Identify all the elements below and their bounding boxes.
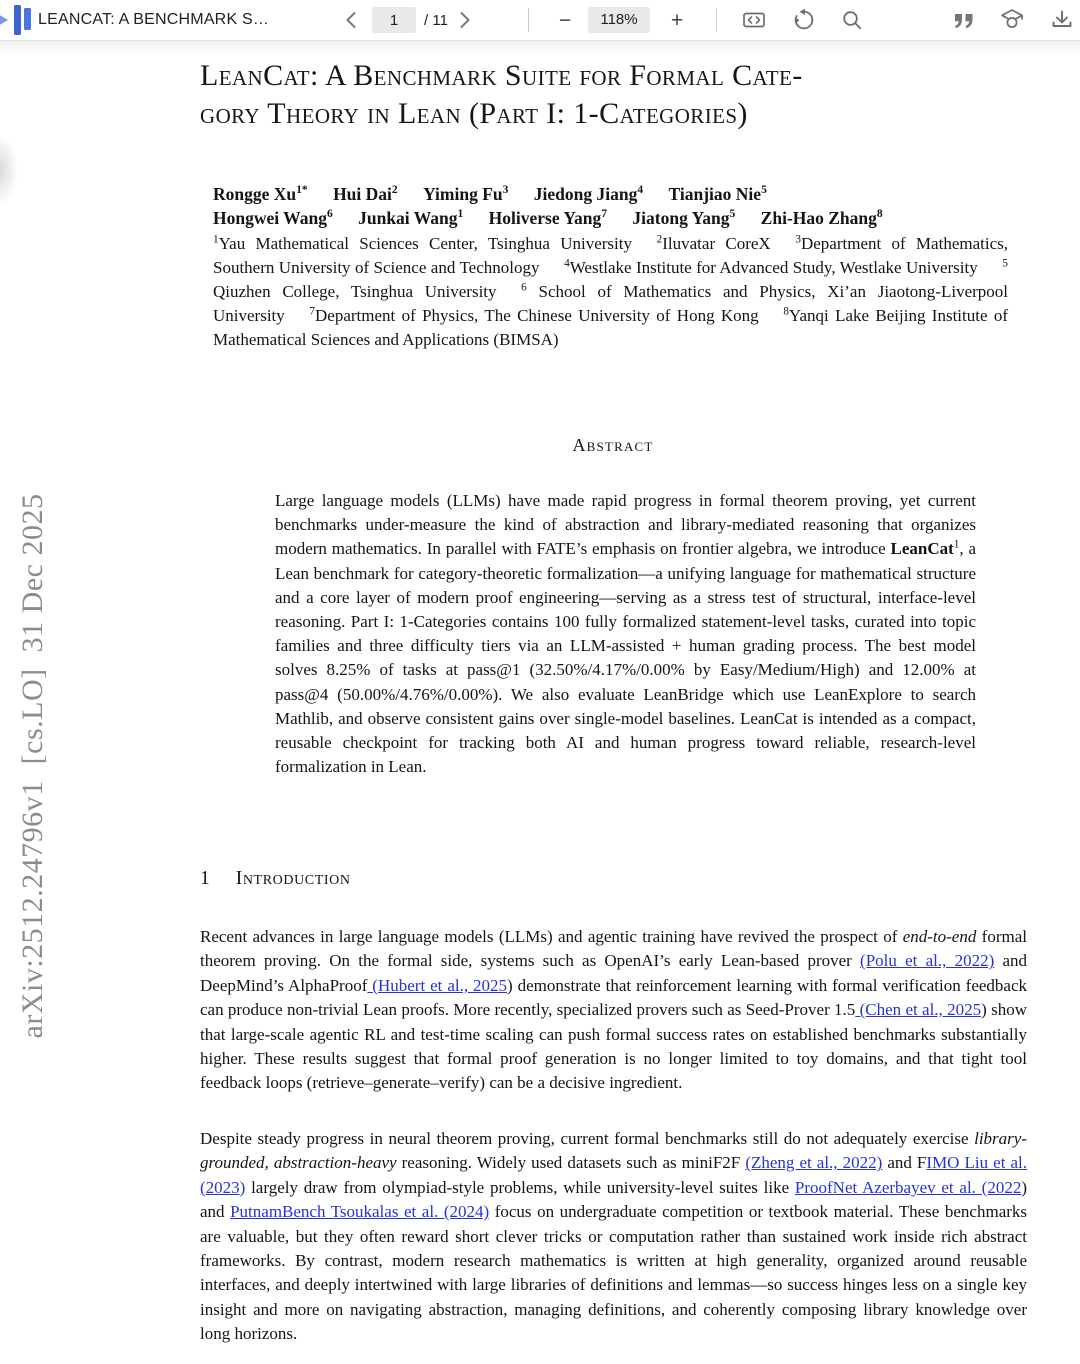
text-segment: 5 [761,184,767,197]
text-segment: 4 [564,257,570,270]
text-segment: largely draw from olympiad-style problems, while university-level suites like [245,1177,795,1197]
app-logo-icon [0,0,32,40]
text-segment: library-grounded, abstraction-heavy [200,1129,1027,1173]
text-segment: focus on undergraduate competition or textbook material. These benchmarks are valuable, but they often reward short clever tricks or computation rather than sustained work inside rich abstract frameworks. By contrast, modern research mathematics is written at high generality, organized around reusable interfaces, and deeply intertwined with large libraries of definitions and lemmas—so success hinges less on a single key insight and more on navigating abstraction, managing definitions, and coherently composing library knowledge over long horizons. [200,1202,1028,1344]
section-title: Introduction [235,868,351,889]
text-segment: 3 [795,233,801,246]
text-segment: Yau Mathematical Sciences Center, Tsinghua University [218,234,632,253]
text-segment: Despite steady progress in neural theorem proving, current formal benchmarks still do not adequately exercise [200,1129,975,1148]
zoom-out-button[interactable]: − [551,0,579,40]
text-segment: Yiming Fu [423,184,503,204]
toolbar [0,0,1080,41]
rotate-counterclockwise-icon [792,8,816,32]
text-segment: ) show that large-scale agentic RL and test-time scaling can push formal success rates on established benchmarks substantially higher. These results suggest that formal proof generation is no longer limited to toy domains, and that tight tool feedback loops (retrieve–generate–verify) can be a decisive ingredient. [200,1000,1027,1093]
graduation-cap-icon [999,7,1025,33]
text-segment: 6 [521,281,527,294]
text-segment: formal theorem proving. On the formal side, systems such as OpenAI’s early Lean-based prover [200,927,1027,971]
text-segment: 2 [391,184,398,197]
logo-bar [14,5,21,35]
citation-link[interactable]: (Hubert et al., 2025 [367,975,508,995]
fit-to-width-button[interactable] [740,0,768,40]
text-segment: Iluvatar CoreX [662,234,771,253]
left-edge-shadow [0,122,36,218]
text-segment: Holiverse Yang [488,208,602,228]
text-segment: 7 [601,208,608,221]
fit-to-width-icon [741,8,767,32]
text-segment: Recent advances in large language models (LLMs) and agentic training have revived the prospect of [200,927,903,946]
text-segment: Westlake Institute for Advanced Study, Westlake University [569,258,978,277]
document-title: LEANCAT: A BENCHMARK S… [38,11,270,28]
text-segment: 8 [876,208,883,221]
text-segment: ) and [200,1177,1027,1222]
intro-paragraph-2 [200,1127,1027,1347]
text-segment: 2 [656,233,663,246]
text-segment: 5 [729,208,736,221]
text-segment: 3 [502,184,509,197]
citation-link[interactable]: (Chen et al., 2025 [855,1000,982,1020]
zoom-in-button[interactable]: + [663,0,691,40]
next-page-button[interactable] [450,0,478,40]
toolbar-shadow [0,41,1080,57]
text-segment: 1 [457,208,464,221]
text-segment: Hongwei Wang [213,208,327,228]
paper-title-line2: gory Theory in Lean (Part I: 1-Categories) [200,97,748,130]
page-count-label: / 11 [424,11,448,29]
intro-paragraph-1 [200,925,1027,1096]
double-quote-icon [951,8,977,32]
text-segment: Large language models (LLMs) have made rapid progress in formal theorem proving, yet current benchmarks under-measure the kind of abstraction and library-mediated reasoning that organizes modern mathematics. In parallel with FATE’s emphasis on frontier algebra, we introduce [275,491,976,559]
text-segment: reasoning. Widely used datasets such as miniF2F [396,1153,746,1173]
chevron-left-icon [340,8,364,32]
rotate-button[interactable] [790,0,818,40]
text-segment: Hui Dai [333,184,392,204]
scholar-button[interactable] [998,0,1026,40]
text-segment: 1 [953,538,960,551]
text-segment: 7 [309,305,316,318]
text-segment: Qiuzhen College, Tsinghua University [213,282,497,301]
citation-link[interactable]: IMO Liu et al. (2023) [200,1153,1028,1197]
abstract-heading: Abstract [572,435,654,455]
text-segment: and DeepMind’s AlphaProof [200,951,1027,995]
text-segment: Junkai Wang [358,208,458,228]
section-heading-introduction [200,868,351,890]
logo-bar [24,8,31,30]
text-segment: 8 [783,305,789,318]
text-segment: Department of Mathematics, Southern University of Science and Technology [213,234,1008,277]
text-segment: Rongge Xu [213,184,297,204]
search-button[interactable] [838,0,866,40]
author-block [213,182,1013,230]
zoom-level-display: 118% [588,7,650,33]
text-segment: Department of Physics, The Chinese University of Hong Kong [315,306,759,325]
text-segment: Yanqi Lake Beijing Institute of Mathematical Sciences and Applications (BIMSA) [213,306,1008,349]
text-segment: 1* [296,184,308,197]
text-segment: ) demonstrate that reinforcement learning with formal verification feedback can produce non-trivial Lean proofs. More recently, specialized provers such as Seed-Prover 1.5 [200,975,1028,1020]
cite-button[interactable] [950,0,978,40]
text-segment: School of Mathematics and Physics, Xi’an Jiaotong-Liverpool University [213,282,1009,325]
arxiv-watermark: arXiv:2512.24796v1 [cs.LO] 31 Dec 2025 [16,493,49,1039]
text-segment: Zhi-Hao Zhang [760,208,877,228]
text-segment: , a Lean benchmark for category-theoretic formalization—a unifying language for mathematical structure and a core layer of modern proof engineering—serving as a stress test of structural, interface-level reasoning. Part I: 1-Categories contains 100 fully formalized statement-level tasks, curated into topic families and three difficulty tiers via an LLM-assisted + human grading process. The best model solves 8.25% of tasks at pass@1 (32.50%/4.17%/0.00% by Easy/Medium/High) and 12.00% at pass@4 (50.00%/4.76%/0.00%). We also evaluate LeanBridge which use LeanExplore to search Mathlib, and observe consistent gains over single-model baselines. LeanCat is intended as a compact, reusable checkpoint for tracking both AI and human progress toward reliable, research-level formalization in Lean. [275,539,977,777]
download-button[interactable] [1048,0,1076,40]
text-segment: 4 [637,184,644,197]
citation-link[interactable]: ProofNet Azerbayev et al. (2022 [794,1177,1022,1197]
page-number-input[interactable] [372,7,416,33]
author-line [213,206,1013,230]
text-segment: and F [882,1153,927,1173]
logo-triangle [0,11,8,29]
previous-page-button[interactable] [338,0,366,40]
download-icon [1049,8,1075,32]
citation-link[interactable]: PutnamBench Tsoukalas et al. (2024) [230,1202,490,1222]
section-number: 1 [200,868,210,889]
affiliations [213,232,1008,352]
text-segment: Tianjiao Nie [668,184,762,204]
text-segment: 5 [1002,257,1008,270]
citation-link[interactable]: (Zheng et al., 2022) [745,1153,883,1173]
paper-title-line1: LeanCat: A Benchmark Suite for Formal Cate- [200,59,803,92]
pdf-page [0,41,1080,1364]
toolbar-divider [716,8,717,32]
chevron-right-icon [452,8,476,32]
text-segment: LeanCat [890,539,954,559]
search-icon [840,8,864,32]
toolbar-divider [528,8,529,32]
text-segment: end-to-end [902,927,977,946]
abstract-text [275,489,976,779]
text-segment: Jiatong Yang [632,208,730,228]
paper-title [200,57,1020,133]
citation-link[interactable]: (Polu et al., 2022) [860,951,995,971]
text-segment: Jiedong Jiang [533,184,638,204]
author-line [213,182,1013,206]
text-segment: 1 [213,233,219,246]
text-segment: 6 [326,208,333,221]
